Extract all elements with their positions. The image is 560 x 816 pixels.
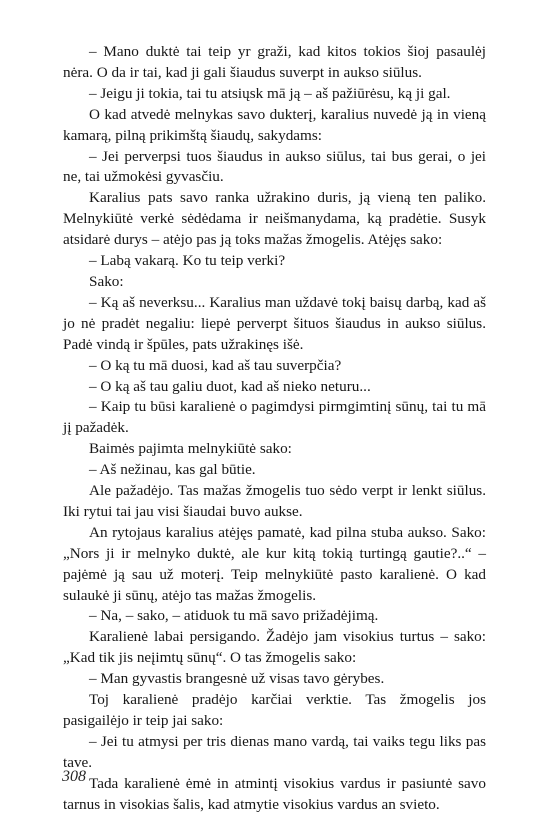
paragraph-3: O kad atvedė melnykas savo dukterį, karalius nuvedė ją in vieną kamarą, pilną prikimštą šiaudų, sakydams:	[63, 105, 486, 144]
paragraph-4: – Jei perverpsi tuos šiaudus in aukso siūlus, tai bus gerai, o jei ne, tai užmokėsi gyvasčiu.	[63, 147, 486, 186]
paragraph-9: – O ką tu mā duosi, kad aš tau suverpčia?	[89, 356, 342, 374]
paragraph-1: – Mano duktė tai teip yr graži, kad kitos tokios šioj pasaulėj nėra. O da ir tai, kad ji gali šiaudus suverpt in aukso siūlus.	[63, 43, 486, 81]
paragraph-10: – O ką aš tau galiu duot, kad aš nieko neturu...	[89, 377, 371, 395]
paragraph-15: An rytojaus karalius atėjęs pamatė, kad pilna stuba aukso. Sako: „Nors ji ir melnyko duktė, ale kur kitą tokią turtingą gautie?..“ – pajėmė ją sau už moterį. Teip melnykiūtė pasto karalienė. O kad sulaukė ji sūnų, atėjo tas mažas žmogelis.	[63, 523, 486, 604]
paragraph-6: – Labą vakarą. Ko tu teip verki?	[89, 252, 286, 270]
paragraph-18: – Man gyvastis brangesnė už visas tavo gėrybes.	[89, 670, 385, 688]
paragraph-5: Karalius pats savo ranka užrakino duris, ją vieną ten paliko. Melnykiūtė verkė sėdėdama ir neišmanydama, ką pradėtie. Susyk atsidarė durys – atėjo pas ją toks mažas žmogelis. Atėjęs sako:	[63, 189, 486, 249]
page-number: 308	[62, 768, 86, 785]
paragraph-16: – Na, – sako, – atiduok tu mā savo prižadėjimą.	[89, 607, 379, 625]
paragraph-21: Tada karalienė ėmė in atmintį visokius vardus ir pasiuntė savo tarnus in visokias šalis, kad atmytie visokius vardus an svieto.	[63, 774, 486, 813]
paragraph-20: – Jei tu atmysi per tris dienas mano vardą, tai vaiks tegu liks pas tave.	[63, 732, 486, 771]
text-column	[63, 42, 486, 816]
paragraph-7: Sako:	[89, 272, 124, 290]
paragraph-14: Ale pažadėjo. Tas mažas žmogelis tuo sėdo verpt ir lenkt siūlus. Iki rytui tai jau visi šiaudai buvo aukse.	[63, 482, 486, 520]
paragraph-2: – Jeigu ji tokia, tai tu atsiųsk mā ją – aš pažiūrėsu, ką ji gal.	[89, 84, 451, 102]
paragraph-19: Toj karalienė pradėjo karčiai verktie. Tas žmogelis jos pasigailėjo ir teip jai sako:	[63, 691, 486, 729]
paragraph-8: – Ką aš neverksu... Karalius man uždavė tokį baisų darbą, kad aš jo nė pradėt negaliu: liepė perverpt šituos šiaudus in aukso siūlus. Padė vindą ir špūles, pats užrakinęs išė.	[63, 293, 486, 353]
paragraph-11: – Kaip tu būsi karalienė o pagimdysi pirmgimtinį sūnų, tai tu mā jį pažadėk.	[63, 398, 486, 437]
paragraph-17: Karalienė labai persigando. Žadėjo jam visokius turtus – sako: „Kad tik jis neįimtų sūnų“. O tas žmogelis sako:	[63, 628, 486, 667]
paragraph-12: Baimės pajimta melnykiūtė sako:	[89, 440, 292, 458]
paragraph-13: – Aš nežinau, kas gal būtie.	[89, 461, 256, 479]
